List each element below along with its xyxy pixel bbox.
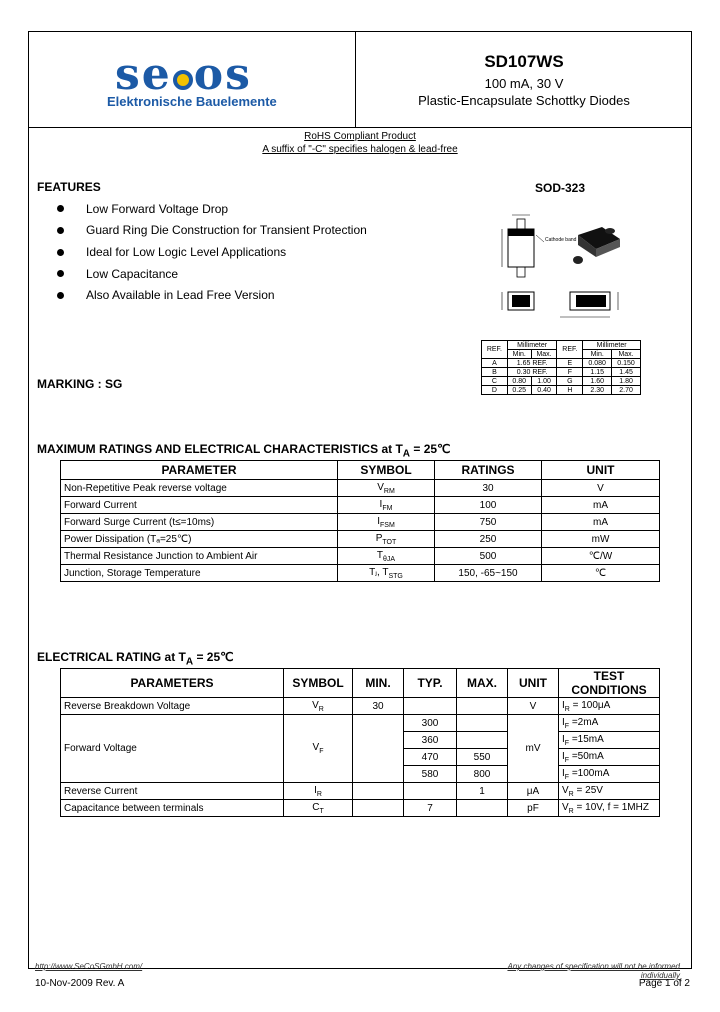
table-cell bbox=[457, 732, 508, 749]
product-description: Plastic-Encapsulate Schottky Diodes bbox=[418, 93, 630, 108]
table-cell: $I_{FSM}$ bbox=[338, 514, 435, 531]
table-cell bbox=[353, 715, 404, 783]
table-cell: $P_{TOT}$ bbox=[338, 531, 435, 548]
column-header: PARAMETER bbox=[61, 461, 338, 480]
feature-item: Low Capacitance bbox=[86, 267, 179, 281]
table-cell: V bbox=[542, 480, 660, 497]
cathode-band-label: Cathode band bbox=[545, 237, 577, 243]
max-ratings-table bbox=[60, 460, 660, 582]
table-cell: Thermal Resistance Junction to Ambient Air bbox=[61, 548, 338, 565]
bullet-icon bbox=[57, 205, 64, 212]
table-cell: 500 bbox=[435, 548, 542, 565]
rohs-line-2: A suffix of "-C" specifies halogen & lead-free bbox=[262, 144, 458, 155]
table-cell: D bbox=[482, 386, 508, 395]
column-header: MAX. bbox=[457, 669, 508, 698]
bullet-icon bbox=[57, 249, 64, 256]
table-cell: 0.080 bbox=[583, 359, 612, 368]
table-cell: 0.30 REF. bbox=[507, 368, 557, 377]
table-cell: 2.30 bbox=[583, 386, 612, 395]
table-cell: REF. bbox=[557, 341, 583, 359]
table-cell: $T_{\theta JA}$ bbox=[338, 548, 435, 565]
table-cell: 300 bbox=[404, 715, 457, 732]
table-cell: B bbox=[482, 368, 508, 377]
table-cell: Reverse Current bbox=[61, 783, 284, 800]
table-cell bbox=[353, 783, 404, 800]
table-row bbox=[61, 783, 660, 800]
column-header: PARAMETERS bbox=[61, 669, 284, 698]
table-cell: 0.40 bbox=[531, 386, 557, 395]
table-row bbox=[482, 386, 641, 395]
package-drawing bbox=[490, 205, 640, 330]
table-cell: 1.45 bbox=[612, 368, 641, 377]
part-number: SD107WS bbox=[484, 52, 564, 71]
column-header: UNIT bbox=[508, 669, 559, 698]
marking-label: MARKING : SG bbox=[37, 377, 123, 391]
leader-line bbox=[536, 235, 544, 242]
rating-summary: 100 mA, 30 V bbox=[484, 76, 564, 91]
table-cell: 1.80 bbox=[612, 377, 641, 386]
table-cell: Forward Current bbox=[61, 497, 338, 514]
table-cell: 550 bbox=[457, 749, 508, 766]
column-header: SYMBOL bbox=[284, 669, 353, 698]
table-cell: ℃/W bbox=[542, 548, 660, 565]
table-cell: $V_{RM}$ bbox=[338, 480, 435, 497]
table-cell bbox=[457, 715, 508, 732]
feature-item: Ideal for Low Logic Level Applications bbox=[86, 245, 287, 259]
table-row bbox=[61, 514, 660, 531]
table-cell: Reverse Breakdown Voltage bbox=[61, 698, 284, 715]
features-title: FEATURES bbox=[37, 180, 101, 194]
table-cell: 30 bbox=[435, 480, 542, 497]
table-cell: 1.60 bbox=[583, 377, 612, 386]
bullet-icon bbox=[57, 270, 64, 277]
table-cell: 0.80 bbox=[507, 377, 531, 386]
table-cell: mA bbox=[542, 497, 660, 514]
table-cell bbox=[404, 698, 457, 715]
table-cell: 150, -65~150 bbox=[435, 565, 542, 582]
table-cell: $V_F$ bbox=[284, 715, 353, 783]
bullet-icon bbox=[57, 292, 64, 299]
table-row bbox=[61, 497, 660, 514]
table-cell: 2.70 bbox=[612, 386, 641, 395]
table-cell bbox=[353, 800, 404, 817]
table-header-row bbox=[61, 669, 660, 698]
table-cell: 1 bbox=[457, 783, 508, 800]
table-cell: $I_F =100mA$ bbox=[559, 766, 660, 783]
table-cell: Non-Repetitive Peak reverse voltage bbox=[61, 480, 338, 497]
column-header: TEST CONDITIONS bbox=[559, 669, 660, 698]
table-cell: 1.15 bbox=[583, 368, 612, 377]
package-lead-top bbox=[517, 219, 525, 229]
table-cell: Tⱼ, $T_{STG}$ bbox=[338, 565, 435, 582]
table-cell: Power Dissipation (Tₐ=25℃) bbox=[61, 531, 338, 548]
table-cell: Millimeter bbox=[507, 341, 557, 350]
table-cell: $C_T$ bbox=[284, 800, 353, 817]
package-3d-lead bbox=[573, 256, 583, 264]
table-cell: 7 bbox=[404, 800, 457, 817]
table-cell: $V_R$ bbox=[284, 698, 353, 715]
table-cell: 100 bbox=[435, 497, 542, 514]
package-side-body bbox=[512, 295, 530, 307]
table-cell: mA bbox=[542, 514, 660, 531]
footer-notice: Any changes of specification will not be informed individually bbox=[507, 962, 680, 980]
feature-item: Also Available in Lead Free Version bbox=[86, 288, 275, 302]
table-cell: E bbox=[557, 359, 583, 368]
table-cell: F bbox=[557, 368, 583, 377]
revision-date: 10-Nov-2009 Rev. A bbox=[35, 978, 125, 989]
dimensions-table bbox=[481, 340, 641, 395]
company-name: Elektronische Bauelemente bbox=[107, 94, 277, 109]
table-cell: 1.00 bbox=[531, 377, 557, 386]
table-cell bbox=[457, 698, 508, 715]
table-cell: 360 bbox=[404, 732, 457, 749]
table-cell: 0.150 bbox=[612, 359, 641, 368]
table-cell: A bbox=[482, 359, 508, 368]
table-cell: Min. bbox=[507, 350, 531, 359]
table-cell: 0.25 bbox=[507, 386, 531, 395]
column-header: SYMBOL bbox=[338, 461, 435, 480]
table-cell: Max. bbox=[612, 350, 641, 359]
cathode-band bbox=[508, 229, 534, 236]
table-cell: ℃ bbox=[542, 565, 660, 582]
max-ratings-title: MAXIMUM RATINGS AND ELECTRICAL CHARACTERISTICS at $T_A$ = 25℃ bbox=[37, 442, 451, 460]
table-cell: Min. bbox=[583, 350, 612, 359]
table-cell: G bbox=[557, 377, 583, 386]
table-cell: Millimeter bbox=[583, 341, 641, 350]
bullet-icon bbox=[57, 227, 64, 234]
table-cell: Forward Voltage bbox=[61, 715, 284, 783]
table-row bbox=[61, 548, 660, 565]
table-cell: $I_R = 100\mu A$ bbox=[559, 698, 660, 715]
table-cell bbox=[404, 783, 457, 800]
package-3d-lead bbox=[605, 228, 615, 234]
table-row bbox=[61, 531, 660, 548]
feature-item: Guard Ring Die Construction for Transient Protection bbox=[86, 223, 367, 237]
package-3d-view bbox=[573, 227, 620, 264]
package-lead-bottom bbox=[517, 267, 525, 277]
table-cell: 250 bbox=[435, 531, 542, 548]
table-cell: 750 bbox=[435, 514, 542, 531]
header-divider bbox=[28, 127, 692, 128]
table-cell: Forward Surge Current (t≤=10ms) bbox=[61, 514, 338, 531]
table-cell: 580 bbox=[404, 766, 457, 783]
electrical-rating-title: ELECTRICAL RATING at $T_A$ = 25℃ bbox=[37, 650, 234, 668]
table-cell: C bbox=[482, 377, 508, 386]
footer-url-link[interactable]: http://www.SeCoSGmbH.com/ bbox=[35, 962, 143, 971]
rohs-line-1: RoHS Compliant Product bbox=[304, 131, 416, 142]
table-cell: $I_{FM}$ bbox=[338, 497, 435, 514]
table-cell: 470 bbox=[404, 749, 457, 766]
secos-logo: se os bbox=[115, 49, 252, 100]
table-row bbox=[61, 698, 660, 715]
table-row bbox=[61, 565, 660, 582]
column-header: MIN. bbox=[353, 669, 404, 698]
table-row bbox=[61, 715, 660, 732]
table-cell: $I_F =15mA$ bbox=[559, 732, 660, 749]
table-cell: $V_R = 25V$ bbox=[559, 783, 660, 800]
logo-o-icon bbox=[173, 70, 193, 90]
table-cell: Junction, Storage Temperature bbox=[61, 565, 338, 582]
column-header: TYP. bbox=[404, 669, 457, 698]
table-cell: 800 bbox=[457, 766, 508, 783]
table-cell: μA bbox=[508, 783, 559, 800]
table-cell: mV bbox=[508, 715, 559, 783]
table-row bbox=[482, 377, 641, 386]
table-cell: REF. bbox=[482, 341, 508, 359]
package-end-body bbox=[576, 295, 606, 307]
table-cell: $I_F =2mA$ bbox=[559, 715, 660, 732]
table-cell: $I_F =50mA$ bbox=[559, 749, 660, 766]
feature-item: Low Forward Voltage Drop bbox=[86, 202, 229, 216]
column-header: RATINGS bbox=[435, 461, 542, 480]
table-row bbox=[482, 359, 641, 368]
table-row bbox=[482, 341, 641, 350]
table-cell: 1.65 REF. bbox=[507, 359, 557, 368]
table-cell: Max. bbox=[531, 350, 557, 359]
table-cell: 30 bbox=[353, 698, 404, 715]
table-cell: mW bbox=[542, 531, 660, 548]
table-cell: H bbox=[557, 386, 583, 395]
electrical-rating-table bbox=[60, 668, 660, 817]
table-cell: V bbox=[508, 698, 559, 715]
table-cell: $V_R = 10V$, f = 1MHZ bbox=[559, 800, 660, 817]
table-cell: pF bbox=[508, 800, 559, 817]
table-cell bbox=[457, 800, 508, 817]
table-cell: Capacitance between terminals bbox=[61, 800, 284, 817]
table-row bbox=[61, 800, 660, 817]
table-header-row bbox=[61, 461, 660, 480]
page-number: Page 1 of 2 bbox=[638, 978, 690, 989]
package-name: SOD-323 bbox=[535, 181, 586, 195]
column-header: UNIT bbox=[542, 461, 660, 480]
table-row bbox=[61, 480, 660, 497]
table-cell: $I_R$ bbox=[284, 783, 353, 800]
table-row bbox=[482, 368, 641, 377]
